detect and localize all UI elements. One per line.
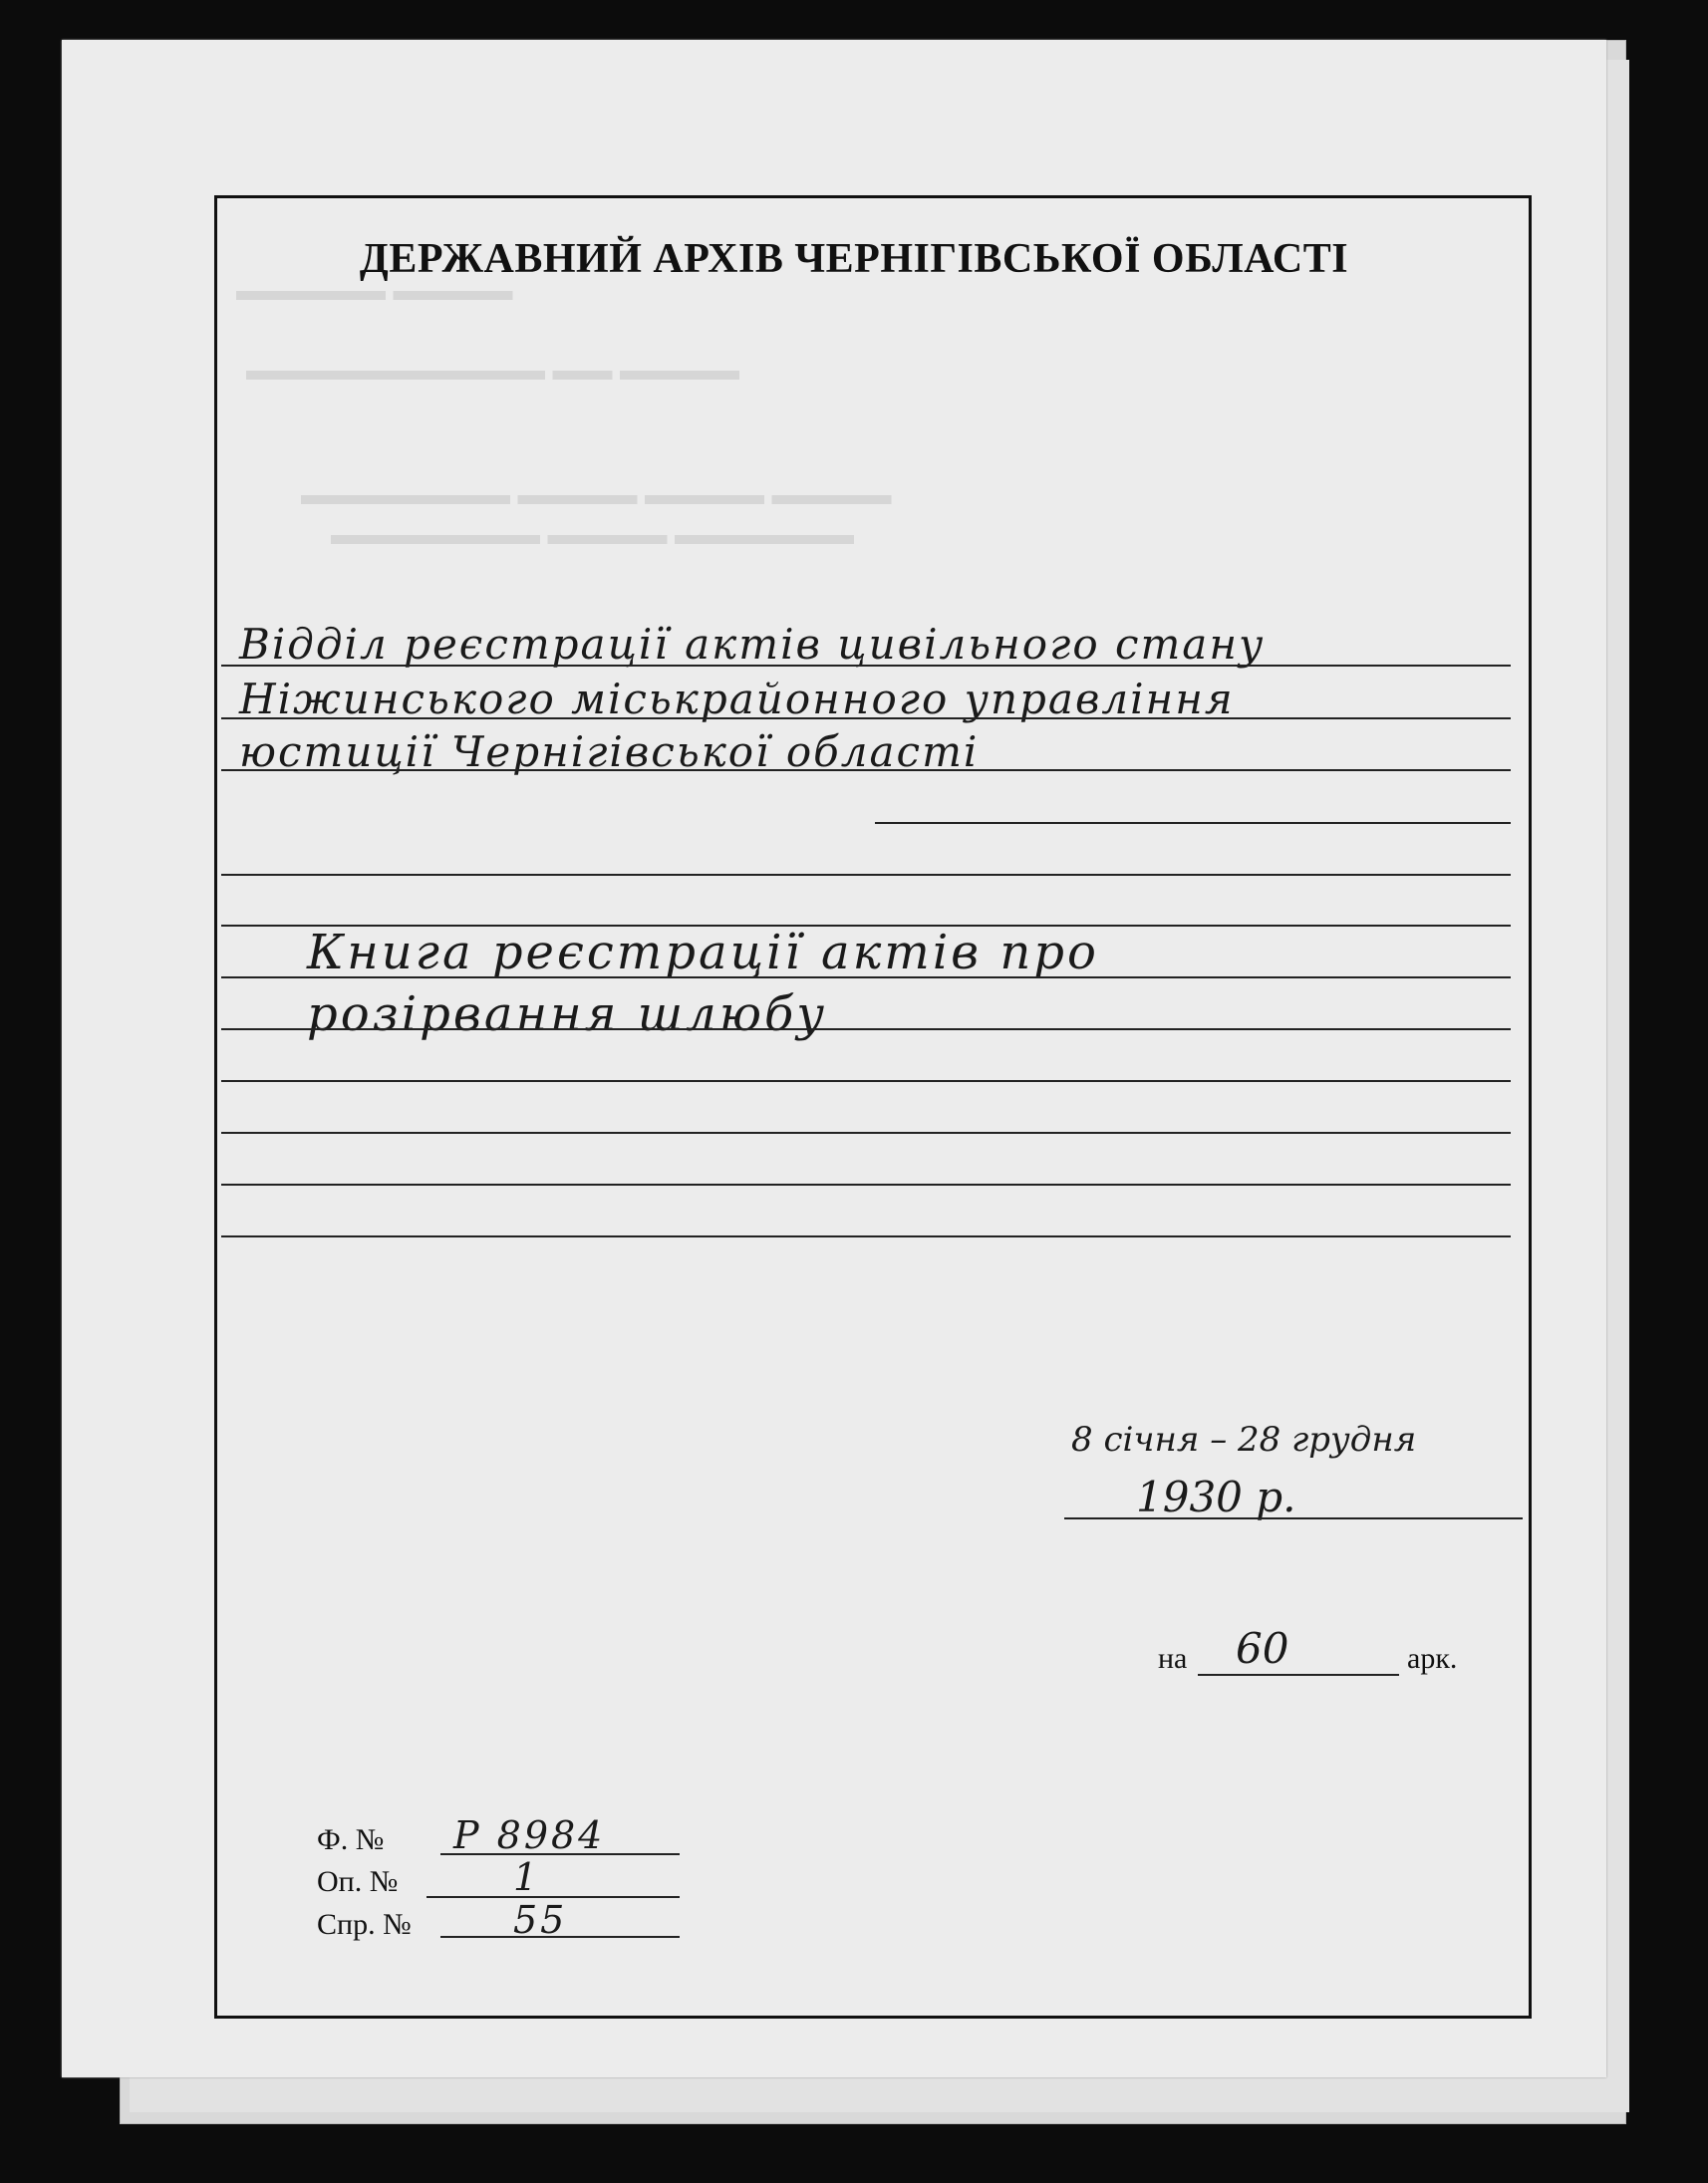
ruled-line: [221, 976, 1511, 978]
sprava-label: Спр. №: [317, 1908, 412, 1941]
ruled-line: [221, 1184, 1511, 1186]
opys-value: 1: [513, 1855, 541, 1899]
ruled-line: [221, 1132, 1511, 1134]
sheets-underline: [1198, 1674, 1399, 1676]
ruled-line: [221, 1080, 1511, 1082]
ruled-line: [221, 1235, 1511, 1237]
ruled-line: [221, 717, 1511, 719]
ruled-line: [221, 1028, 1511, 1030]
bleed-through-text: ▬▬▬▬▬▬▬▬▬▬ ▬▬ ▬▬▬▬: [246, 354, 739, 387]
fond-label: Ф. №: [317, 1823, 385, 1856]
sheets-suffix: арк.: [1407, 1642, 1458, 1675]
ruled-line: [221, 874, 1511, 876]
sheets-prefix: на: [1158, 1642, 1188, 1675]
archive-title: ДЕРЖАВНИЙ АРХІВ ЧЕРНІГІВСЬКОЇ ОБЛАСТІ: [359, 236, 1349, 282]
date-range: 8 січня – 28 грудня: [1071, 1420, 1417, 1460]
bleed-through-text: ▬▬▬▬▬ ▬▬▬▬: [236, 274, 513, 307]
document-title-line-1: Книга реєстрації актів про: [307, 925, 1099, 980]
fond-value: Р 8984: [453, 1813, 606, 1857]
document-frame: [214, 195, 1532, 2019]
organization-line-2: Ніжинського міськрайонного управління: [239, 675, 1235, 723]
organization-line-1: Відділ реєстрації актів цивільного стану: [239, 620, 1266, 669]
opys-label: Оп. №: [317, 1865, 399, 1898]
document-title-line-2: розірвання шлюбу: [307, 986, 828, 1042]
sheets-count: 60: [1236, 1624, 1289, 1673]
date-underline: [1064, 1517, 1523, 1519]
organization-line-3: юстиції Чернігівської області: [239, 727, 980, 776]
ruled-line: [221, 665, 1511, 667]
sprava-underline: [440, 1936, 680, 1938]
ruled-line: [221, 769, 1511, 771]
bleed-through-text: ▬▬▬▬▬▬▬ ▬▬▬▬ ▬▬▬▬▬▬: [331, 518, 854, 551]
date-year: 1930 р.: [1136, 1473, 1296, 1521]
fond-underline: [440, 1853, 680, 1855]
ruled-line: [875, 822, 1511, 824]
bleed-through-text: ▬▬▬▬▬▬▬ ▬▬▬▬ ▬▬▬▬ ▬▬▬▬: [301, 478, 892, 511]
sprava-value: 55: [513, 1898, 568, 1942]
